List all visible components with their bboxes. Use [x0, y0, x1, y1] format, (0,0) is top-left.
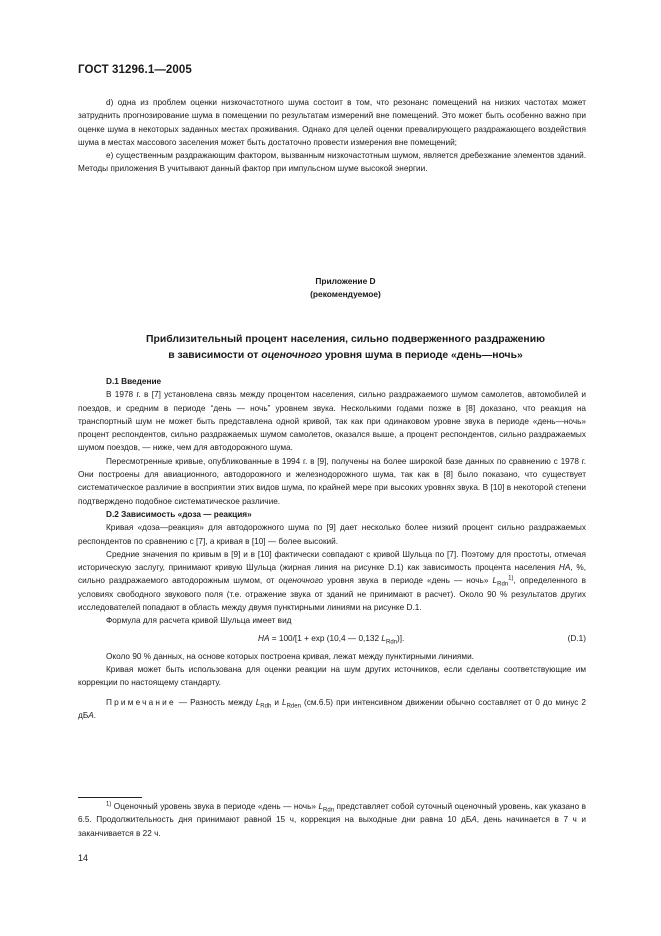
standard-header: ГОСТ 31296.1—2005 — [78, 64, 192, 76]
note-unit: А — [88, 710, 94, 720]
item-d: d) одна из проблем оценки низкочастотного шума состоит в том, что резонанс помещений на низких частотах может затруднить прогнозирование шума в помещении по результатам измерений вне помещений. Это может быть особенно важно при оценке шума в некоторых заданных местах проживания. Однако для целей оценки превалирующего раздражающего воздействия шума в местах массового заселения может быть достаточно провести измерения вне помещений; — [78, 98, 586, 147]
footnote-text-b: представляет собой суточный оценочный уровень, как указано в 6.5. Продолжительность дня принимают равной 15 ч, коррекция на выходные дни равна 10 дБ — [78, 802, 586, 825]
d2-paragraph-4: Около 90 % данных, на основе которых построена кривая, лежат между пунктирными линиями. — [106, 651, 474, 661]
note-l1: L — [255, 697, 261, 707]
d1-paragraph-1: В 1978 г. в [7] установлена связь между процентом населения, сильно раздражаемого шумом самолетов, автомобилей и поездов, и средним в периоде “день — ночь” уровнем звука. Несколькими годами позже в [8] доказано, что реакция на транспортный шум не может быть представлена одной кривой, так как при одинаковом уровне звука в периоде «день—ночь» процент респондентов, сильно раздражаемых шумом самолетов, оказался выше, а процент респондентов, сильно раздражаемых шумом поездов, — ниже, чем для автодорожного шума. — [78, 390, 586, 453]
title-line-1: Приблизительный процент населения, сильно подверженного раздражению — [146, 334, 545, 345]
d2-p2-a: Средние значения по кривым в [9] и в [10] фактически совпадают с кривой Шульца по [7]. Поэтому для простоты, отмечая историческую заслугу, принимают кривую Шульца (жирная линия на рисунке D.1) как зависимость процента населения — [78, 549, 586, 573]
section-d2-heading: D.2 Зависимость «доза — реакция» — [106, 509, 252, 519]
formula-expression — [258, 632, 404, 645]
footnote-ref: 1) — [508, 575, 514, 582]
d2-paragraph-3: Формула для расчета кривой Шульца имеет вид — [106, 616, 292, 626]
footnote-unit: А — [471, 815, 477, 825]
d1-paragraph-2: Пересмотренные кривые, опубликованные в 1994 г. в [9], получены на более широкой базе данных по сравнению с 1978 г. Они построены для авиационного, автодорожного и железнодорожного шума, так как в [8] было показано, что существует систематическое различие в восприятии этих видов шума, по крайней мере при высоких уровнях звука. В [10] в некоторой степени подтверждено подобное систематическое различие. — [78, 456, 586, 506]
footnote-separator — [78, 797, 142, 798]
appendix-label — [78, 275, 613, 301]
formula-lsub: Rdn — [385, 639, 397, 646]
top-items — [78, 96, 586, 176]
note-l2: L — [282, 697, 287, 707]
note — [78, 696, 586, 723]
formula-l: L — [381, 633, 386, 643]
title-line-2-em: оценочного — [261, 350, 323, 361]
footnote-text-c: , день начинается в 7 ч и заканчивается в 22 ч. — [78, 815, 586, 838]
footnote-l: L — [318, 802, 324, 811]
formula-d1 — [78, 628, 586, 650]
formula-body: = 100/[1 + exp (10,4 — 0,132 — [269, 633, 382, 643]
footnote-lsub: Rdn — [323, 807, 335, 814]
note-l1sub: Rdh — [260, 703, 272, 710]
footnote — [78, 800, 586, 840]
note-l2sub: Rden — [286, 703, 301, 710]
section-d1-heading: D.1 Введение — [106, 377, 162, 386]
d2-p2-ha: HA — [558, 563, 571, 573]
appendix-type: (рекомендуемое) — [310, 289, 381, 299]
appendix-name: Приложение D — [315, 276, 376, 286]
d2-p2-d: , определенного в условиях свободного звукового поля (т.е. отражение звука от зданий не принимают в расчет). Около 90 % результатов других исследователей попадают в область между двумя пунктирными линиями на рисунке D.1. — [78, 576, 586, 613]
d2-p2-c: уровня звука в периоде «день — ночь» — [323, 576, 493, 586]
footnote-text-a: Оценочный уровень звука в периоде «день — ночь» — [111, 802, 319, 811]
note-label: Примечание — [106, 697, 176, 707]
title-line-2a: в зависимости от — [168, 350, 262, 361]
note-text-a: — Разность между — [175, 697, 256, 707]
appendix-body — [78, 375, 586, 722]
d2-paragraph-1: Кривая «доза—реакция» для автодорожного шума по [9] дает несколько более низкий процент сильно раздражаемых респондентов по сравнению с [7], а кривая в [10] — более высокий. — [78, 523, 586, 546]
note-end: . — [93, 710, 97, 720]
d2-paragraph-5: Кривая может быть использована для оценки реакции на шум других источников, если сделаны соответствующие им коррекции по настоящему стандарту. — [78, 664, 586, 688]
footnote-mark: 1) — [106, 801, 112, 808]
title-line-2 — [78, 348, 613, 364]
formula-end: )]. — [397, 633, 405, 643]
d2-p2-lsub: Rdn — [497, 582, 509, 589]
d2-p2-l: L — [492, 576, 498, 586]
formula-number: (D.1) — [567, 633, 586, 643]
formula-ha: HA — [258, 633, 270, 643]
note-text-b: (см.6.5) при интенсивном движении обычно составляет от 0 до минус 2 дБ — [78, 697, 586, 720]
page-number: 14 — [78, 853, 89, 863]
note-and: и — [271, 697, 282, 707]
d2-p2-b: , %, сильно раздражаемого автодорожным шумом, от — [78, 563, 586, 586]
d2-p2-em: оценочного — [278, 576, 324, 586]
d2-paragraph-2 — [78, 548, 586, 614]
appendix-title — [78, 332, 613, 364]
item-e: е) существенным раздражающим фактором, вызванным низкочастотным шумом, является дребезжание элементов зданий. Методы приложения В учитывают данный фактор при импульсном шуме высокой энергии. — [78, 151, 586, 174]
title-line-2b: уровня шума в периоде «день—ночь» — [322, 350, 523, 361]
